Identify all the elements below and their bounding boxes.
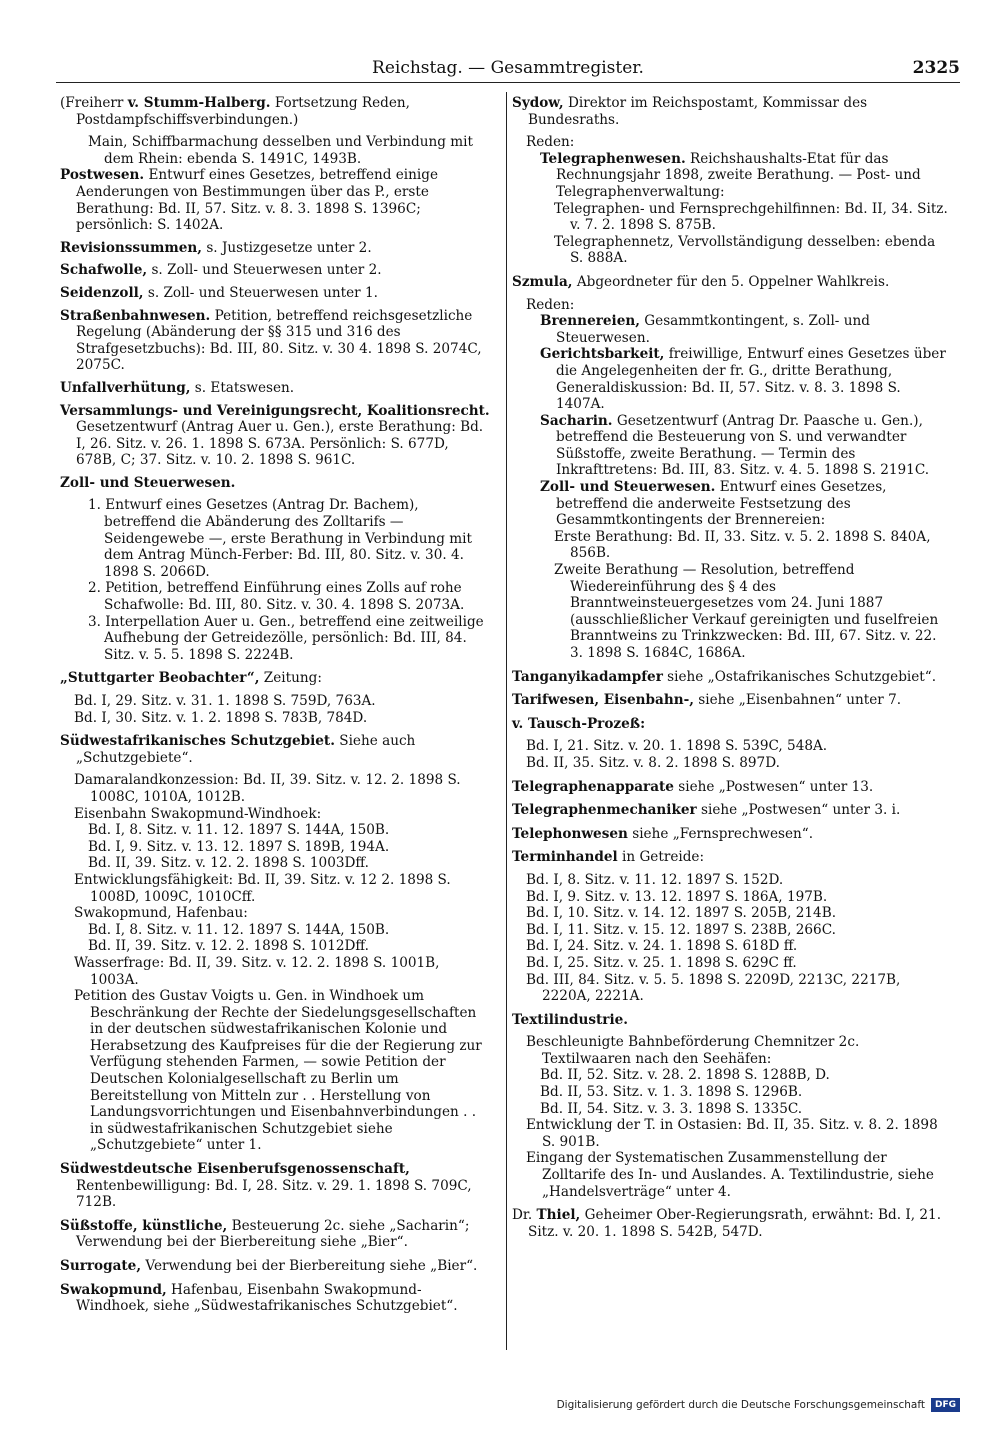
dfg-logo: DFG (931, 1398, 960, 1412)
entry-text: Bd. I, 11. Sitz. v. 15. 12. 1897 S. 238B, 266C. (526, 921, 836, 938)
header-rule (56, 82, 960, 83)
footer-text: Digitalisierung gefördert durch die Deutsche Forschungsgemeinschaft (556, 1399, 925, 1411)
entry-keyword: Seidenzoll, (60, 284, 144, 301)
entry-text: Telegraphen- und Fernsprechgehilfinnen: Bd. II, 34. Sitz. v. 7. 2. 1898 S. 875B. (554, 200, 948, 234)
index-subentry (512, 479, 948, 529)
entry-text: Bd. I, 9. Sitz. v. 13. 12. 1897 S. 186A, 197B. (526, 888, 828, 905)
entry-text: Reichshaushalts-Etat für das Rechnungsjahr 1898, zweite Berathung. — Post- und Telegraphenverwaltung: (556, 150, 921, 200)
entry-text: Bd. II, 54. Sitz. v. 3. 3. 1898 S. 1335C. (540, 1100, 803, 1117)
entry-text: s. Zoll- und Steuerwesen unter 2. (147, 262, 382, 279)
entry-text: Bd. I, 24. Sitz. v. 24. 1. 1898 S. 618D ff. (526, 938, 798, 955)
index-subentry (60, 772, 490, 805)
entry-prefix: (Freiherr (60, 95, 128, 111)
index-entry (60, 733, 490, 766)
index-entry (60, 308, 490, 374)
entry-text: Hafenbau, Eisenbahn Swakopmund-Windhoek, siehe „Südwestafrikanisches Schutzgebiet“. (76, 1281, 458, 1315)
index-subentry (60, 988, 490, 1154)
index-entry (512, 849, 948, 866)
entry-text: siehe „Postwesen“ unter 3. i. (696, 802, 901, 819)
index-subentry (60, 822, 490, 839)
index-subentry (512, 922, 948, 939)
index-subentry (60, 806, 490, 823)
entry-text: Reden: (526, 296, 575, 313)
entry-text: 3. Interpellation Auer u. Gen., betreffend eine zeitweilige Aufhebung der Getreidezölle, persönlich: Bd. III, 84. Sitz. v. 5. 5. 1898 S. 2224B. (88, 613, 484, 663)
page-header (56, 58, 960, 82)
index-subentry (512, 1034, 948, 1067)
entry-text: Bd. I, 10. Sitz. v. 14. 12. 1897 S. 205B, 214B. (526, 905, 837, 922)
entry-keyword: „Stuttgarter Beobachter“, (60, 670, 260, 687)
index-entry (60, 285, 490, 302)
entry-keyword: Brennereien, (540, 313, 640, 330)
entry-text: Bd. I, 21. Sitz. v. 20. 1. 1898 S. 539C, 548A. (526, 738, 828, 755)
entry-text: siehe „Eisenbahnen“ unter 7. (693, 692, 902, 709)
index-entry (60, 240, 490, 257)
entry-keyword: Gerichtsbarkeit, (540, 346, 665, 363)
index-subentry (512, 905, 948, 922)
index-subentry (60, 938, 490, 955)
entry-text: s. Zoll- und Steuerwesen unter 1. (143, 284, 378, 301)
entry-text: Bd. III, 84. Sitz. v. 5. 5. 1898 S. 2209D, 2213C, 2217B, 2220A, 2221A. (526, 971, 901, 1005)
entry-text: Besteuerung 2c. siehe „Sacharin“; Verwendung bei der Bierbereitung siehe „Bier“. (76, 1217, 470, 1251)
running-title: Reichstag. — Gesammtregister. (372, 58, 644, 78)
entry-keyword: Zoll- und Steuerwesen. (540, 479, 716, 496)
entry-text: 2. Petition, betreffend Einführung eines Zolls auf rohe Schafwolle: Bd. III, 80. Sitz. v. 30. 4. 1898 S. 2073A. (88, 580, 465, 614)
index-entry (512, 716, 948, 733)
index-subentry (60, 955, 490, 988)
entry-text: siehe „Fernsprechwesen“. (627, 825, 814, 842)
entry-text: Bd. II, 39. Sitz. v. 12. 2. 1898 S. 1012Dff. (88, 938, 369, 955)
index-subentry (60, 497, 490, 580)
entry-keyword: Straßenbahnwesen. (60, 307, 211, 324)
index-entry (60, 403, 490, 469)
index-entry (512, 779, 948, 796)
entry-keyword: v. Tausch-Prozeß: (512, 715, 646, 732)
entry-text: Bd. II, 35. Sitz. v. 8. 2. 1898 S. 897D. (526, 754, 780, 771)
entry-text: Petition, betreffend reichsgesetzliche Regelung (Abänderung der §§ 315 und 316 des Strafgesetzbuchs): Bd. III, 80. Sitz. v. 30 4. 1898 S. 2074C, 2075C. (76, 307, 482, 374)
entry-text: Entwicklung der T. in Ostasien: Bd. II, 35. Sitz. v. 8. 2. 1898 S. 901B. (526, 1117, 938, 1150)
entry-text: Telegraphennetz, Vervollständigung desselben: ebenda S. 888A. (554, 233, 936, 267)
index-subentry (512, 346, 948, 412)
index-entry (60, 1282, 490, 1315)
entry-keyword: Südwestdeutsche Eisenberufsgenossenschaft, (60, 1161, 410, 1178)
entry-text: Bd. I, 8. Sitz. v. 11. 12. 1897 S. 144A, 150B. (88, 822, 390, 839)
entry-text: Rentenbewilligung: Bd. I, 28. Sitz. v. 29. 1. 1898 S. 709C, 712B. (76, 1177, 472, 1211)
column-divider (506, 92, 507, 1350)
entry-keyword: Unfallverhütung, (60, 379, 191, 396)
entry-text: Erste Berathung: Bd. II, 33. Sitz. v. 5. 2. 1898 S. 840A, 856B. (554, 528, 931, 562)
entry-text: Beschleunigte Bahnbeförderung Chemnitzer 2c. Textilwaaren nach den Seehäfen: (526, 1034, 860, 1067)
entry-text: Zeitung: (259, 670, 322, 687)
entry-text: in Getreide: (617, 849, 705, 866)
entry-keyword: Tanganyikadampfer (512, 668, 663, 685)
entry-text: Swakopmund, Hafenbau: (74, 905, 248, 922)
index-subentry (60, 614, 490, 664)
entry-keyword: Zoll- und Steuerwesen. (60, 474, 236, 491)
entry-text: Bd. II, 53. Sitz. v. 1. 3. 1898 S. 1296B. (540, 1084, 803, 1101)
index-entry (60, 475, 490, 492)
index-entry (60, 670, 490, 687)
footer-credit (557, 1398, 960, 1412)
index-subentry (512, 1084, 948, 1101)
entry-keyword: Telegraphenmechaniker (512, 802, 697, 819)
index-subentry (512, 938, 948, 955)
entry-text: Eisenbahn Swakopmund-Windhoek: (74, 805, 322, 822)
index-subentry (512, 413, 948, 479)
index-subentry (512, 1067, 948, 1084)
entry-text: Reden: (526, 134, 575, 151)
page-number: 2325 (912, 58, 960, 78)
entry-keyword: Textilindustrie. (512, 1011, 628, 1028)
index-entry (60, 95, 490, 128)
entry-text: siehe „Ostafrikanisches Schutzgebiet“. (662, 668, 937, 685)
entry-keyword: Revisionssummen, (60, 239, 202, 256)
index-subentry (512, 201, 948, 234)
entry-text: Bd. I, 30. Sitz. v. 1. 2. 1898 S. 783B, 784D. (74, 709, 368, 726)
index-subentry (512, 738, 948, 755)
index-entry (60, 1258, 490, 1275)
entry-text: Damaralandkonzession: Bd. II, 39. Sitz. v. 12. 2. 1898 S. 1008C, 1010A, 1012B. (74, 772, 461, 805)
index-subentry (512, 889, 948, 906)
index-subentry (512, 297, 948, 314)
entry-text: Geheimer Ober-Regierungsrath, erwähnt: Bd. I, 21. Sitz. v. 20. 1. 1898 S. 542B, 547D. (528, 1207, 942, 1240)
entry-text: Abgeordneter für den 5. Oppelner Wahlkreis. (572, 273, 890, 290)
entry-text: Main, Schiffbarmachung desselben und Verbindung mit dem Rhein: ebenda S. 1491C, 1493B. (88, 134, 473, 167)
entry-keyword: Südwestafrikanisches Schutzgebiet. (60, 733, 335, 750)
entry-keyword: Postwesen. (60, 167, 145, 184)
entry-keyword: Tarifwesen, Eisenbahn-, (512, 692, 694, 709)
index-entry (512, 1012, 948, 1029)
index-subentry (512, 134, 948, 151)
entry-keyword: Schafwolle, (60, 262, 148, 279)
entry-keyword: Swakopmund, (60, 1281, 167, 1298)
entry-text: Bd. I, 9. Sitz. v. 13. 12. 1897 S. 189B, 194A. (88, 838, 390, 855)
index-entry (512, 692, 948, 709)
entry-text: Entwicklungsfähigkeit: Bd. II, 39. Sitz. v. 12 2. 1898 S. 1008D, 1009C, 1010Cff. (74, 871, 451, 905)
entry-text: Zweite Berathung — Resolution, betreffend Wiedereinführung des § 4 des Branntweinsteuergesetzes vom 24. Juni 1887 (ausschließlicher Verkauf gereinigten und fuselfreien Branntweins zu Trinkzwecken: Bd. III, 67. Sitz. v. 22. 3. 1898 S. 1684C, 1686A. (554, 562, 939, 661)
index-entry (512, 95, 948, 128)
entry-text: Fortsetzung Reden, Postdampfschiffsverbindungen.) (76, 95, 410, 128)
entry-text: Gesammtkontingent, s. Zoll- und Steuerwesen. (556, 313, 870, 346)
index-subentry (60, 580, 490, 613)
entry-text: Bd. II, 52. Sitz. v. 28. 2. 1898 S. 1288B, D. (540, 1067, 830, 1084)
entry-text: Bd. I, 25. Sitz. v. 25. 1. 1898 S. 629C ff. (526, 954, 797, 971)
index-subentry (512, 1117, 948, 1150)
entry-prefix: Dr. (512, 1207, 537, 1224)
entry-text: Gesetzentwurf (Antrag Auer u. Gen.), erste Berathung: Bd. I, 26. Sitz. v. 26. 1. 1898 S. 673A. Persönlich: S. 677D, 678B, C; 37. Sitz. v. 10. 2. 1898 S. 961C. (76, 419, 484, 469)
index-subentry (60, 922, 490, 939)
index-subentry (60, 905, 490, 922)
right-column (512, 95, 948, 1246)
index-subentry (512, 562, 948, 662)
index-subentry (512, 1101, 948, 1118)
index-entry (512, 802, 948, 819)
index-entry (60, 1161, 490, 1211)
entry-text: Siehe auch „Schutzgebiete“. (76, 733, 416, 766)
entry-keyword: Szmula, (512, 273, 573, 290)
entry-text: Direktor im Reichspostamt, Kommissar des Bundesraths. (528, 95, 868, 128)
entry-text: Entwurf eines Gesetzes, betreffend einige Aenderungen von Bestimmungen über das P., erste Berathung: Bd. II, 57. Sitz. v. 8. 3. 1898 S. 1396C; persönlich: S. 1402A. (76, 167, 439, 234)
entry-keyword: Telephonwesen (512, 825, 628, 842)
entry-text: Entwurf eines Gesetzes, betreffend die anderweite Festsetzung des Gesammtkontingents der Brennereien: (556, 479, 887, 529)
index-subentry (60, 839, 490, 856)
entry-text: freiwillige, Entwurf eines Gesetzes über die Angelegenheiten der fr. G., dritte Berathung, Generaldiskussion: Bd. II, 57. Sitz. v. 8. 3. 1898 S. 1407A. (556, 346, 946, 413)
entry-text: Bd. I, 8. Sitz. v. 11. 12. 1897 S. 152D. (526, 871, 784, 888)
entry-text: 1. Entwurf eines Gesetzes (Antrag Dr. Bachem), betreffend die Abänderung des Zolltarifs — Seidengewebe —, erste Berathung in Verbindung mit dem Antrag Münch-Ferber: Bd. III, 80. Sitz. v. 30. 4. 1898 S. 2066D. (88, 497, 472, 580)
entry-keyword: Sydow, (512, 95, 564, 111)
index-entry (60, 167, 490, 233)
index-subentry (512, 1150, 948, 1200)
index-subentry (60, 855, 490, 872)
entry-keyword: Versammlungs- und Vereinigungsrecht, Koalitionsrecht. (60, 402, 490, 419)
entry-keyword: Sacharin. (540, 412, 613, 429)
entry-keyword: v. Stumm-Halberg. (127, 95, 271, 111)
index-entry (60, 262, 490, 279)
index-subentry (512, 529, 948, 562)
index-entry (60, 1218, 490, 1251)
index-entry (512, 1207, 948, 1240)
entry-text: Petition des Gustav Voigts u. Gen. in Windhoek um Beschränkung der Rechte der Siedelungsgesellschaften in der deutschen südwestafrikanischen Kolonie und Herabsetzung des Kaufpreises für die der Regierung zur Verfügung stehenden Farmen, — sowie Petition der Deutschen Kolonialgesellschaft zu Berlin um Bereitstellung von Mitteln zur . . Herstellung von Landungsvorrichtungen und Eisenbahnverbindungen . . in südwestafrikanischen Schutzgebiet siehe „Schutzgebiete“ unter 1. (74, 988, 482, 1154)
entry-text: Wasserfrage: Bd. II, 39. Sitz. v. 12. 2. 1898 S. 1001B, 1003A. (74, 954, 440, 988)
index-subentry (512, 755, 948, 772)
index-subentry (512, 234, 948, 267)
entry-text: s. Justizgesetze unter 2. (202, 239, 372, 256)
entry-text: siehe „Postwesen“ unter 13. (673, 778, 874, 795)
index-subentry (512, 313, 948, 346)
index-subentry (60, 693, 490, 710)
entry-text: Bd. I, 29. Sitz. v. 31. 1. 1898 S. 759D, 763A. (74, 693, 376, 709)
index-entry (512, 669, 948, 686)
entry-text: s. Etatswesen. (190, 379, 295, 396)
index-subentry (512, 955, 948, 972)
entry-keyword: Telegraphenwesen. (540, 150, 686, 167)
index-subentry (512, 972, 948, 1005)
index-entry (60, 380, 490, 397)
index-subentry (60, 710, 490, 727)
entry-keyword: Thiel, (536, 1207, 581, 1224)
index-entry (512, 274, 948, 291)
index-subentry (512, 872, 948, 889)
index-subentry (60, 134, 490, 167)
left-column (60, 95, 490, 1321)
entry-keyword: Terminhandel (512, 849, 618, 866)
entry-text: Bd. I, 8. Sitz. v. 11. 12. 1897 S. 144A, 150B. (88, 921, 390, 938)
entry-text: Verwendung bei der Bierbereitung siehe „Bier“. (141, 1258, 478, 1274)
index-subentry (512, 151, 948, 201)
entry-keyword: Süßstoffe, künstliche, (60, 1217, 228, 1234)
entry-text: Bd. II, 39. Sitz. v. 12. 2. 1898 S. 1003Dff. (88, 855, 369, 872)
index-entry (512, 826, 948, 843)
index-subentry (60, 872, 490, 905)
entry-keyword: Surrogate, (60, 1258, 142, 1274)
entry-keyword: Telegraphenapparate (512, 778, 674, 795)
entry-text: Eingang der Systematischen Zusammenstellung der Zolltarife des In- und Auslandes. A. Textilindustrie, siehe „Handelsverträge“ unter 4. (526, 1150, 934, 1200)
entry-text: Gesetzentwurf (Antrag Dr. Paasche u. Gen.), betreffend die Besteuerung von S. und verwandter Süßstoffe, zweite Berathung. — Termin des Inkrafttretens: Bd. III, 83. Sitz. v. 4. 5. 1898 S. 2191C. (556, 412, 930, 479)
